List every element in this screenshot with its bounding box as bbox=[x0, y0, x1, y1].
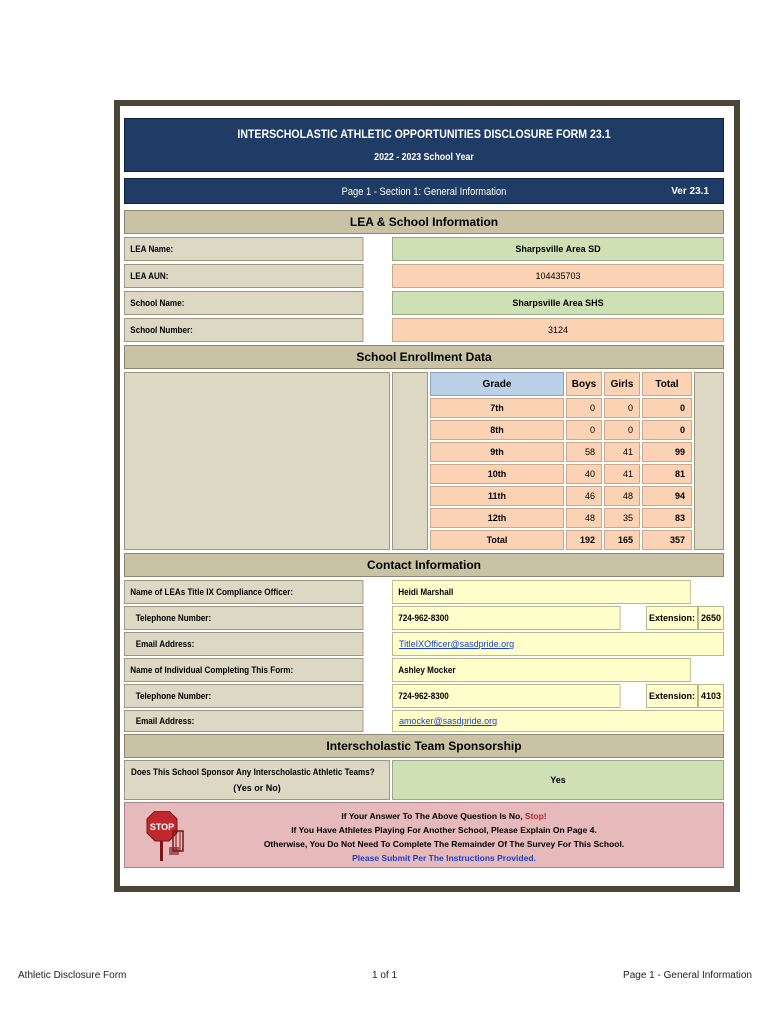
grade-cell: 8th bbox=[430, 420, 564, 440]
boys-cell: 0 bbox=[566, 420, 602, 440]
school-number-value: 3124 bbox=[392, 318, 724, 342]
boys-cell: 48 bbox=[566, 508, 602, 528]
grade-total-cell: Total bbox=[430, 530, 564, 550]
notice-line1 bbox=[165, 811, 723, 821]
notice-line1-text: If Your Answer To The Above Question Is No, bbox=[341, 811, 525, 821]
title-ix-officer-label: Name of LEAs Title IX Compliance Officer: bbox=[124, 580, 363, 604]
grade-cell: 10th bbox=[430, 464, 564, 484]
notice-line3: Otherwise, You Do Not Need To Complete The Remainder Of The Survey For This School. bbox=[263, 839, 625, 849]
lea-name-label: LEA Name: bbox=[124, 237, 363, 261]
lea-section-title: LEA & School Information bbox=[124, 210, 724, 234]
completer-email-label: Email Address: bbox=[124, 710, 363, 732]
grade-cell: 12th bbox=[430, 508, 564, 528]
enrollment-blank-right bbox=[694, 372, 724, 550]
title-ix-email-cell bbox=[392, 632, 724, 656]
stop-notice bbox=[124, 802, 724, 868]
school-year: 2022 - 2023 School Year bbox=[374, 152, 474, 163]
completer-email-link[interactable]: amocker@sasdpride.org bbox=[399, 716, 498, 726]
school-name-value: Sharpsville Area SHS bbox=[392, 291, 724, 315]
sponsorship-question-line2: (Yes or No) bbox=[233, 783, 281, 793]
enrollment-blank-mid bbox=[392, 372, 428, 550]
girls-cell: 0 bbox=[604, 420, 640, 440]
sponsorship-question bbox=[124, 760, 390, 800]
boys-header: Boys bbox=[566, 372, 602, 396]
footer-page-number: 1 of 1 bbox=[372, 970, 398, 981]
total-cell: 0 bbox=[642, 420, 692, 440]
completer-phone-value: 724-962-8300 bbox=[392, 684, 621, 708]
footer-left: Athletic Disclosure Form bbox=[18, 970, 127, 981]
title-ix-officer-name: Heidi Marshall bbox=[392, 580, 691, 604]
sponsorship-section-title: Interscholastic Team Sponsorship bbox=[124, 734, 724, 758]
title-ix-email-label: Email Address: bbox=[124, 632, 363, 656]
girls-cell: 48 bbox=[604, 486, 640, 506]
grade-cell: 11th bbox=[430, 486, 564, 506]
total-cell: 0 bbox=[642, 398, 692, 418]
total-cell: 83 bbox=[642, 508, 692, 528]
enrollment-blank-left bbox=[124, 372, 390, 550]
school-name-label: School Name: bbox=[124, 291, 363, 315]
completer-phone-label: Telephone Number: bbox=[124, 684, 363, 708]
lea-name-value: Sharpsville Area SD bbox=[392, 237, 724, 261]
title-ix-extension-label: Extension: bbox=[646, 606, 698, 630]
notice-line4: Please Submit Per The Instructions Provided. bbox=[352, 853, 536, 863]
grade-cell: 7th bbox=[430, 398, 564, 418]
page-label: Page 1 - Section 1: General Information bbox=[341, 186, 507, 198]
completer-label: Name of Individual Completing This Form: bbox=[124, 658, 363, 682]
total-cell: 94 bbox=[642, 486, 692, 506]
total-cell: 81 bbox=[642, 464, 692, 484]
sponsorship-question-line1: Does This School Sponsor Any Interscholastic Athletic Teams? bbox=[131, 767, 375, 777]
girls-header: Girls bbox=[604, 372, 640, 396]
girls-total-cell: 165 bbox=[604, 530, 640, 550]
title-ix-extension-value: 2650 bbox=[698, 606, 724, 630]
boys-cell: 40 bbox=[566, 464, 602, 484]
grade-header: Grade bbox=[430, 372, 564, 396]
title-ix-email-link[interactable]: TitleIXOfficer@sasdpride.org bbox=[399, 639, 515, 649]
boys-cell: 58 bbox=[566, 442, 602, 462]
lea-aun-value: 104435703 bbox=[392, 264, 724, 288]
section-bar bbox=[124, 178, 724, 204]
boys-cell: 0 bbox=[566, 398, 602, 418]
girls-cell: 0 bbox=[604, 398, 640, 418]
grade-cell: 9th bbox=[430, 442, 564, 462]
completer-extension-value: 4103 bbox=[698, 684, 724, 708]
title-ix-phone-label: Telephone Number: bbox=[124, 606, 363, 630]
girls-cell: 41 bbox=[604, 464, 640, 484]
stop-sign-text: STOP bbox=[149, 822, 175, 832]
completer-name: Ashley Mocker bbox=[392, 658, 691, 682]
grand-total-cell: 357 bbox=[642, 530, 692, 550]
boys-cell: 46 bbox=[566, 486, 602, 506]
title-ix-phone-value: 724-962-8300 bbox=[392, 606, 621, 630]
enrollment-section-title: School Enrollment Data bbox=[124, 345, 724, 369]
lea-aun-label: LEA AUN: bbox=[124, 264, 363, 288]
sponsorship-answer[interactable]: Yes bbox=[392, 760, 724, 800]
completer-extension-label: Extension: bbox=[646, 684, 698, 708]
boys-total-cell: 192 bbox=[566, 530, 602, 550]
footer-right: Page 1 - General Information bbox=[623, 970, 752, 981]
girls-cell: 41 bbox=[604, 442, 640, 462]
form-title: INTERSCHOLASTIC ATHLETIC OPPORTUNITIES DISCLOSURE FORM 23.1 bbox=[237, 127, 611, 141]
school-number-label: School Number: bbox=[124, 318, 363, 342]
form-inner bbox=[120, 106, 734, 886]
total-header: Total bbox=[642, 372, 692, 396]
contact-section-title: Contact Information bbox=[124, 553, 724, 577]
girls-cell: 35 bbox=[604, 508, 640, 528]
total-cell: 99 bbox=[642, 442, 692, 462]
notice-stop-word: Stop! bbox=[524, 811, 547, 821]
title-block bbox=[124, 118, 724, 172]
form-frame bbox=[114, 100, 740, 892]
completer-email-cell bbox=[392, 710, 724, 732]
notice-line2: If You Have Athletes Playing For Another School, Please Explain On Page 4. bbox=[291, 825, 597, 835]
version-label: Ver 23.1 bbox=[671, 186, 709, 197]
